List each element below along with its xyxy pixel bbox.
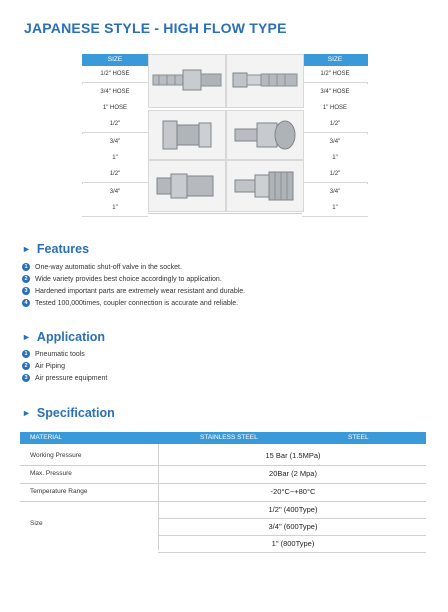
spec-size-divider (158, 518, 426, 519)
spec-col-material: MATERIAL (30, 434, 63, 441)
page-title: JAPANESE STYLE - HIGH FLOW TYPE (24, 20, 287, 36)
application-heading-text: Application (36, 330, 105, 344)
features-list (22, 261, 245, 309)
spec-value: -20°C~+80°C (270, 487, 316, 496)
spec-size-value: 3/4" (600Type) (268, 522, 318, 531)
female-socket-image (148, 110, 226, 160)
list-item (22, 261, 245, 273)
application-list (22, 348, 107, 384)
list-item (22, 273, 245, 285)
list-item (22, 348, 107, 360)
left-size-cell: 1" HOSE (82, 100, 148, 117)
spec-row-divider (20, 465, 426, 466)
list-item-text: Wide variety provides best choice accordingly to application. (35, 275, 222, 283)
features-heading (22, 242, 89, 256)
right-size-cell: 1" HOSE (302, 100, 368, 117)
list-item-text: Hardened important parts are extremely wear resistant and durable. (35, 287, 246, 295)
left-size-cell: 1/2" (82, 166, 148, 183)
number-bullet-icon: 3 (22, 374, 30, 382)
list-item (22, 372, 107, 384)
right-size-cell: 1" (302, 150, 368, 167)
number-bullet-icon: 2 (22, 275, 30, 283)
features-heading-text: Features (36, 242, 90, 256)
right-size-cell: 3/4" (302, 184, 368, 201)
left-size-cell: 3/4" (82, 184, 148, 201)
spec-size-divider (158, 552, 426, 553)
left-size-cell: 3/4" (82, 134, 148, 151)
left-size-cell: 1/2" (82, 116, 148, 133)
arrow-icon: ► (22, 408, 31, 418)
spec-col-steel: STEEL (348, 434, 369, 441)
right-size-cell: 1" (302, 200, 368, 217)
list-item-text: Tested 100,000times, coupler connection is accurate and reliable. (35, 299, 239, 307)
right-size-cell: 1/2" HOSE (302, 66, 368, 83)
male-socket-image (148, 160, 226, 212)
list-item-text: Air pressure equipment (35, 374, 108, 382)
list-item-text: One-way automatic shut-off valve in the socket. (35, 263, 182, 271)
list-item-text: Pneumatic tools (35, 350, 85, 358)
number-bullet-icon: 1 (22, 263, 30, 271)
spec-label: Working Pressure (30, 452, 82, 459)
spec-size-value: 1/2" (400Type) (268, 505, 318, 514)
specification-table (20, 432, 426, 552)
right-size-cell: 1/2" (302, 116, 368, 133)
hose-socket-image (148, 54, 226, 108)
size-table (82, 54, 368, 214)
arrow-icon: ► (22, 332, 31, 342)
size-header-left: SIZE (82, 54, 148, 66)
specification-heading-text: Specification (36, 406, 115, 420)
number-bullet-icon: 2 (22, 362, 30, 370)
specification-heading (22, 406, 115, 420)
number-bullet-icon: 4 (22, 299, 30, 307)
spec-size-value: 1" (800Type) (271, 539, 315, 548)
number-bullet-icon: 1 (22, 350, 30, 358)
left-size-cell: 1" (82, 200, 148, 217)
left-size-cell: 1/2" HOSE (82, 66, 148, 83)
list-item (22, 297, 245, 309)
number-bullet-icon: 3 (22, 287, 30, 295)
right-size-cell: 3/4" (302, 134, 368, 151)
application-heading (22, 330, 105, 344)
list-item (22, 285, 245, 297)
spec-col-stainless: STAINLESS STEEL (200, 434, 258, 441)
arrow-icon: ► (22, 244, 31, 254)
right-size-cell: 3/4" HOSE (302, 84, 368, 101)
left-size-cell: 3/4" HOSE (82, 84, 148, 101)
male-plug-image (226, 160, 304, 212)
spec-size-label: Size (30, 520, 43, 527)
size-header-right: SIZE (302, 54, 368, 66)
female-plug-image (226, 110, 304, 160)
hose-plug-image (226, 54, 304, 108)
right-size-cell: 1/2" (302, 166, 368, 183)
left-size-cell: 1" (82, 150, 148, 167)
spec-row-divider (20, 483, 426, 484)
spec-label: Temperature Range (30, 488, 88, 495)
spec-value: 20Bar (2 Mpa) (269, 469, 317, 478)
spec-row-divider (20, 501, 426, 502)
spec-label: Max. Pressure (30, 470, 72, 477)
list-item-text: Air Piping (35, 362, 65, 370)
spec-size-divider (158, 535, 426, 536)
list-item (22, 360, 107, 372)
spec-value: 15 Bar (1.5MPa) (265, 451, 321, 460)
